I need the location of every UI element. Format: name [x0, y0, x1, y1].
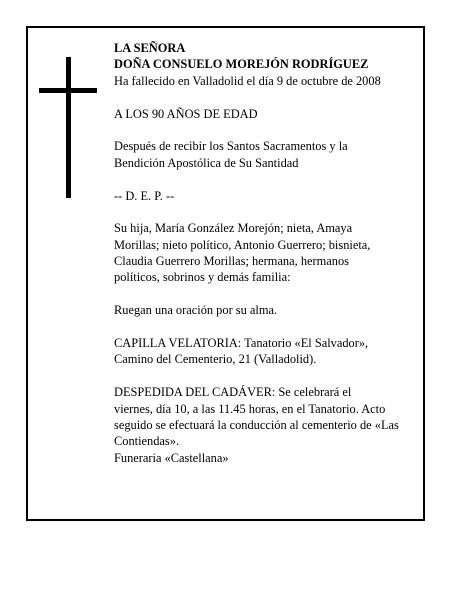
obituary-notice-frame [26, 26, 425, 521]
spacer [114, 204, 432, 220]
rip-line: -- D. E. P. -- [114, 188, 175, 203]
spacer [114, 319, 432, 335]
family-line: políticos, sobrinos y demás familia: [114, 270, 291, 285]
farewell-line: DESPEDIDA DEL CADÁVER: Se celebrará el [114, 385, 352, 400]
farewell-line: viernes, día 10, a las 11.45 horas, en el Tanatorio. Acto [114, 401, 386, 416]
sacraments-line: Después de recibir los Santos Sacramentos y la [114, 139, 348, 154]
spacer [114, 89, 432, 105]
chapel-line: Camino del Cementerio, 21 (Valladolid). [114, 352, 317, 367]
cross-horizontal-bar [39, 88, 97, 93]
age-line: A LOS 90 AÑOS DE EDAD [114, 106, 258, 121]
spacer [114, 286, 432, 302]
prayer-line: Ruegan una oración por su alma. [114, 303, 278, 318]
farewell-line: seguido se efectuará la conducción al cementerio de «Las [114, 417, 399, 432]
death-line: Ha fallecido en Valladolid el día 9 de octubre de 2008 [114, 73, 381, 88]
deceased-name: DOÑA CONSUELO MOREJÓN RODRÍGUEZ [114, 57, 369, 72]
cross-vertical-bar [66, 57, 71, 198]
family-line: Morillas; nieto político, Antonio Guerrero; bisnieta, [114, 237, 371, 252]
cross-icon [39, 57, 97, 198]
farewell-line: Contiendas». [114, 434, 180, 449]
spacer [114, 368, 432, 384]
family-line: Claudia Guerrero Morillas; hermana, hermanos [114, 254, 349, 269]
funeral-home-line: Funeraria «Castellana» [114, 450, 229, 465]
title-line: LA SEÑORA [114, 41, 186, 55]
spacer [114, 171, 432, 187]
notice-text [114, 40, 432, 466]
sacraments-line: Bendición Apostólica de Su Santidad [114, 155, 299, 170]
spacer [114, 122, 432, 138]
chapel-line: CAPILLA VELATORIA: Tanatorio «El Salvador», [114, 336, 369, 351]
family-line: Su hija, María González Morejón; nieta, Amaya [114, 221, 353, 236]
